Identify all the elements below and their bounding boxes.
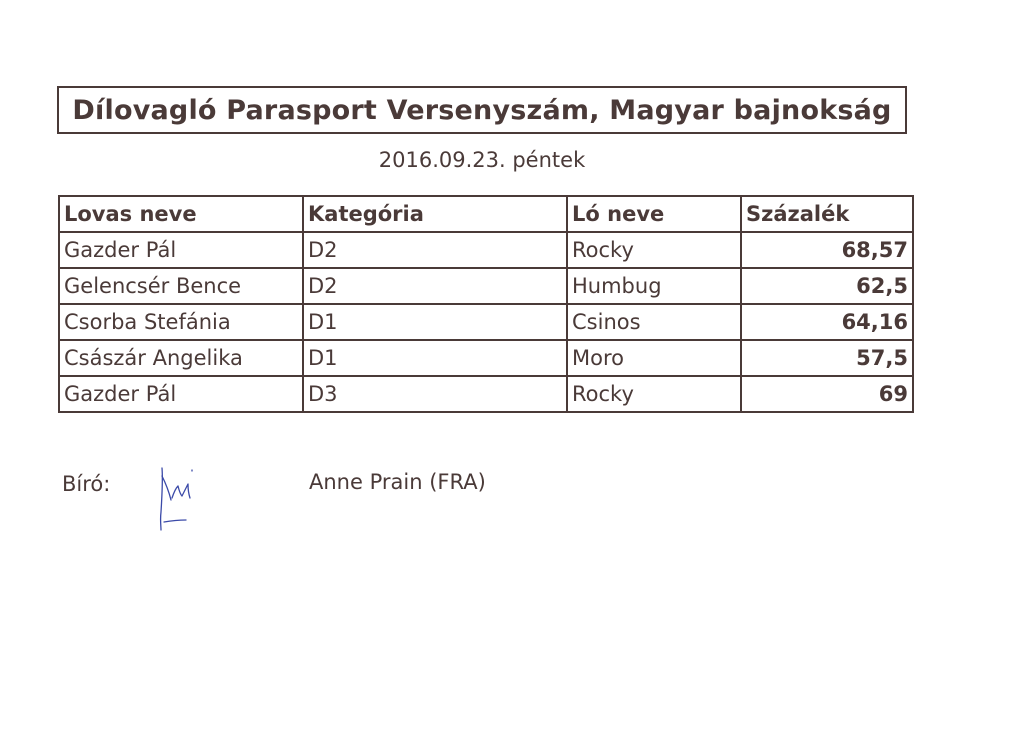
cell-rider-name: Császár Angelika xyxy=(59,340,303,376)
judge-name: Anne Prain (FRA) xyxy=(309,470,486,494)
cell-percentage: 64,16 xyxy=(741,304,913,340)
cell-horse-name: Moro xyxy=(567,340,741,376)
cell-horse-name: Csinos xyxy=(567,304,741,340)
cell-category: D2 xyxy=(303,232,567,268)
header-horse-name: Ló neve xyxy=(567,196,741,232)
header-category: Kategória xyxy=(303,196,567,232)
cell-percentage: 57,5 xyxy=(741,340,913,376)
cell-horse-name: Rocky xyxy=(567,232,741,268)
judge-label: Bíró: xyxy=(62,472,111,496)
cell-rider-name: Gazder Pál xyxy=(59,376,303,412)
cell-category: D2 xyxy=(303,268,567,304)
cell-category: D1 xyxy=(303,340,567,376)
header-percentage: Százalék xyxy=(741,196,913,232)
table-row xyxy=(59,340,913,376)
cell-percentage: 62,5 xyxy=(741,268,913,304)
cell-category: D1 xyxy=(303,304,567,340)
table-row xyxy=(59,376,913,412)
results-table xyxy=(58,195,914,413)
table-row xyxy=(59,232,913,268)
document-title: Dílovagló Parasport Versenyszám, Magyar bajnokság xyxy=(72,94,892,126)
cell-rider-name: Gelencsér Bence xyxy=(59,268,303,304)
header-rider-name: Lovas neve xyxy=(59,196,303,232)
document-date: 2016.09.23. péntek xyxy=(378,148,586,172)
cell-rider-name: Csorba Stefánia xyxy=(59,304,303,340)
cell-percentage: 69 xyxy=(741,376,913,412)
judge-signature xyxy=(150,462,210,534)
cell-category: D3 xyxy=(303,376,567,412)
title-box xyxy=(57,86,907,134)
table-row xyxy=(59,304,913,340)
cell-percentage: 68,57 xyxy=(741,232,913,268)
table-row xyxy=(59,268,913,304)
cell-horse-name: Humbug xyxy=(567,268,741,304)
cell-horse-name: Rocky xyxy=(567,376,741,412)
cell-rider-name: Gazder Pál xyxy=(59,232,303,268)
table-header-row xyxy=(59,196,913,232)
